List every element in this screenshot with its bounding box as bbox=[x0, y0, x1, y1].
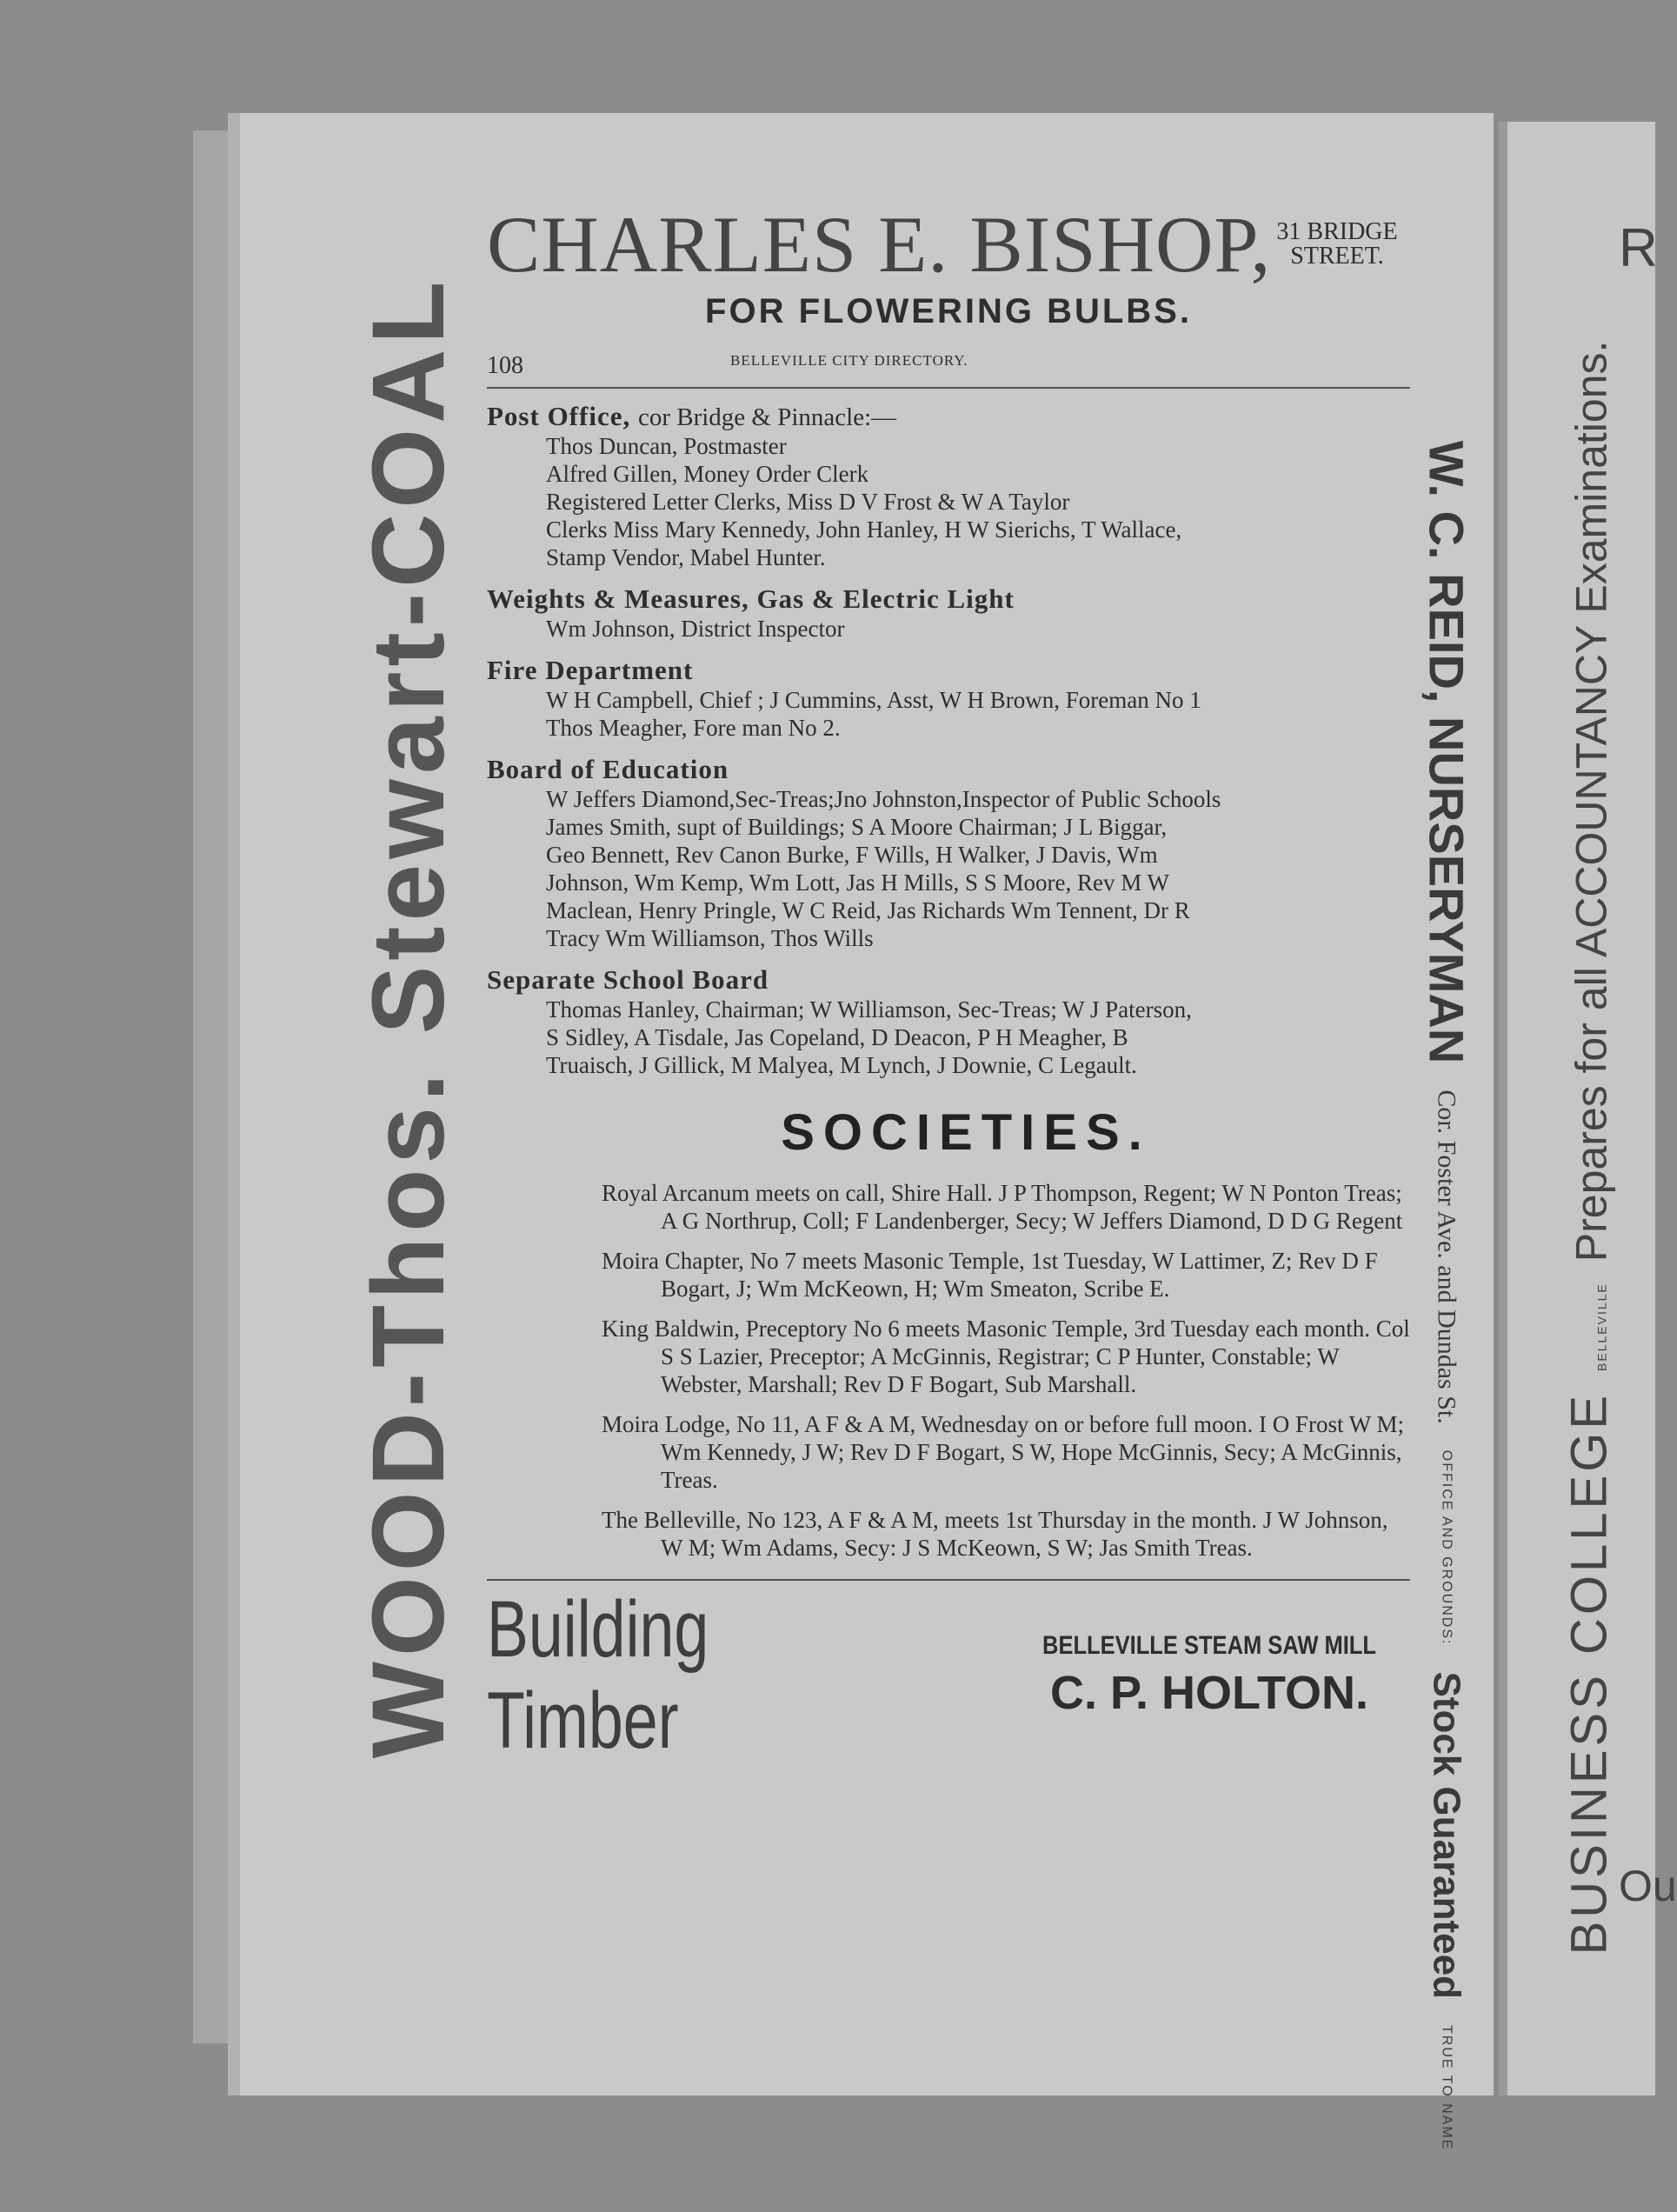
saw-mill-name: BELLEVILLE STEAM SAW MILL bbox=[1042, 1631, 1376, 1660]
nursery-address: Cor. Foster Ave. and Dundas St. bbox=[1433, 1089, 1461, 1424]
entry-line: Wm Johnson, District Inspector bbox=[546, 616, 845, 642]
page-content bbox=[487, 198, 1410, 1767]
society-entry: King Baldwin, Preceptory No 6 meets Masonic Temple, 3rd Tuesday each month. Col S S Lazier, Preceptor; A McGinnis, Registrar; C P Hunter, Constable; W Webster, Marshall; Rev D F Bogart, Sub Marshall. bbox=[602, 1316, 1410, 1397]
building-timber-text: Building Timber bbox=[487, 1585, 709, 1765]
section-title: Post Office, bbox=[487, 401, 631, 431]
societies-heading: SOCIETIES. bbox=[781, 1104, 1151, 1161]
entry-line: Tracy Wm Williamson, Thos Wills bbox=[546, 925, 874, 951]
section-board-of-education bbox=[487, 754, 1410, 952]
college-tagline: Prepares for all ACCOUNTANCY Examinations. bbox=[1567, 340, 1616, 1263]
saw-mill-owner: C. P. HOLTON. bbox=[1049, 1667, 1369, 1719]
section-fire-department bbox=[487, 655, 1410, 742]
college-name: BUSINESS COLLEGE bbox=[1561, 1391, 1618, 1955]
section-weights-measures bbox=[487, 583, 1410, 643]
section-separate-school-board bbox=[487, 964, 1410, 1079]
entry-line: Thomas Hanley, Chairman; W Williamson, Sec-Treas; W J Paterson, bbox=[546, 996, 1192, 1023]
saw-mill-block bbox=[1008, 1631, 1410, 1720]
book-page-edges bbox=[193, 130, 228, 2043]
address-line-1: 31 BRIDGE bbox=[1276, 218, 1398, 245]
society-entry: Royal Arcanum meets on call, Shire Hall. J P Thompson, Regent; W N Ponton Treas; A G Northrup, Coll; F Landenberger, Secy; W Jeffers Diamond, D D G Regent bbox=[602, 1180, 1403, 1234]
entry-line: Geo Bennett, Rev Canon Burke, F Wills, H Walker, J Davis, Wm bbox=[546, 842, 1158, 868]
society-entry: The Belleville, No 123, A F & A M, meets 1st Thursday in the month. J W Johnson, W M; Wm Adams, Secy: J S McKeown, S W; Jas Smith Treas. bbox=[602, 1507, 1388, 1561]
address-line-2: STREET. bbox=[1290, 243, 1384, 270]
section-title: Fire Department bbox=[487, 655, 694, 685]
entry-line: Maclean, Henry Pringle, W C Reid, Jas Richards Wm Tennent, Dr R bbox=[546, 897, 1190, 923]
directory-title: BELLEVILLE CITY DIRECTORY. bbox=[730, 352, 968, 369]
advertiser-tagline: FOR FLOWERING BULBS. bbox=[705, 292, 1192, 330]
bishop-advertisement bbox=[487, 198, 1410, 290]
entry-line: W Jeffers Diamond,Sec-Treas;Jno Johnston,Inspector of Public Schools bbox=[546, 786, 1221, 812]
entry-line: Johnson, Wm Kemp, Wm Lott, Jas H Mills, S S Moore, Rev M W bbox=[546, 869, 1170, 896]
advertiser-name: CHARLES E. BISHOP, bbox=[487, 200, 1272, 289]
section-title: Separate School Board bbox=[487, 964, 769, 995]
section-post-office bbox=[487, 401, 1410, 571]
college-city: BELLEVILLE bbox=[1594, 1283, 1609, 1371]
entry-line: Clerks Miss Mary Kennedy, John Hanley, H W Sierichs, T Wallace, bbox=[546, 516, 1182, 543]
entry-line: Registered Letter Clerks, Miss D V Frost & W A Taylor bbox=[546, 489, 1070, 515]
nursery-true-to-name: TRUE TO NAME bbox=[1440, 2025, 1454, 2151]
nursery-office-label: OFFICE AND GROUNDS: bbox=[1440, 1449, 1454, 1646]
holton-advertisement bbox=[487, 1584, 1410, 1767]
section-title: Weights & Measures, Gas & Electric Light bbox=[487, 583, 1015, 614]
entry-line: Truaisch, J Gillick, M Malyea, M Lynch, J Downie, C Legault. bbox=[546, 1052, 1137, 1078]
entry-line: Alfred Gillen, Money Order Clerk bbox=[546, 461, 869, 487]
entry-line: James Smith, supt of Buildings; S A Moore Chairman; J L Biggar, bbox=[546, 814, 1168, 840]
society-entry: Moira Lodge, No 11, A F & A M, Wednesday on or before full moon. I O Frost W M; Wm Kennedy, J W; Rev D F Bogart, S W, Hope McGinnis, Secy; A McGinnis, Treas. bbox=[602, 1411, 1405, 1493]
page-number: 108 bbox=[487, 352, 523, 379]
entry-line: S Sidley, A Tisdale, Jas Copeland, D Deacon, P H Meagher, B bbox=[546, 1024, 1128, 1050]
society-entry: Moira Chapter, No 7 meets Masonic Temple, 1st Tuesday, W Lattimer, Z; Rev D F Bogart, J; Wm McKeown, H; Wm Smeaton, Scribe E. bbox=[602, 1248, 1378, 1302]
entry-line: Thos Meagher, Fore man No 2. bbox=[546, 715, 841, 741]
entry-line: Stamp Vendor, Mabel Hunter. bbox=[546, 544, 826, 570]
coal-advertisement: WOOD-Thos. Stewart-COAL bbox=[351, 276, 466, 1759]
nursery-stock-guarantee: Stock Guaranteed bbox=[1426, 1671, 1468, 1999]
footer-divider bbox=[487, 1579, 1410, 1581]
section-subtitle: cor Bridge & Pinnacle:— bbox=[637, 403, 897, 431]
nursery-name: W. C. REID, NURSERYMAN bbox=[1419, 440, 1474, 1064]
business-college-advertisement bbox=[1561, 341, 1619, 1955]
college-fragment-bottom: Ou bbox=[1619, 1862, 1677, 1910]
nursery-advertisement bbox=[1419, 441, 1475, 2151]
section-title: Board of Education bbox=[487, 754, 729, 784]
entry-line: W H Campbell, Chief ; J Cummins, Asst, W H Brown, Foreman No 1 bbox=[546, 687, 1201, 713]
advertiser-address bbox=[1276, 220, 1397, 269]
running-head bbox=[487, 352, 1410, 389]
entry-line: Thos Duncan, Postmaster bbox=[546, 433, 787, 459]
college-fragment-top: R bbox=[1619, 218, 1658, 278]
